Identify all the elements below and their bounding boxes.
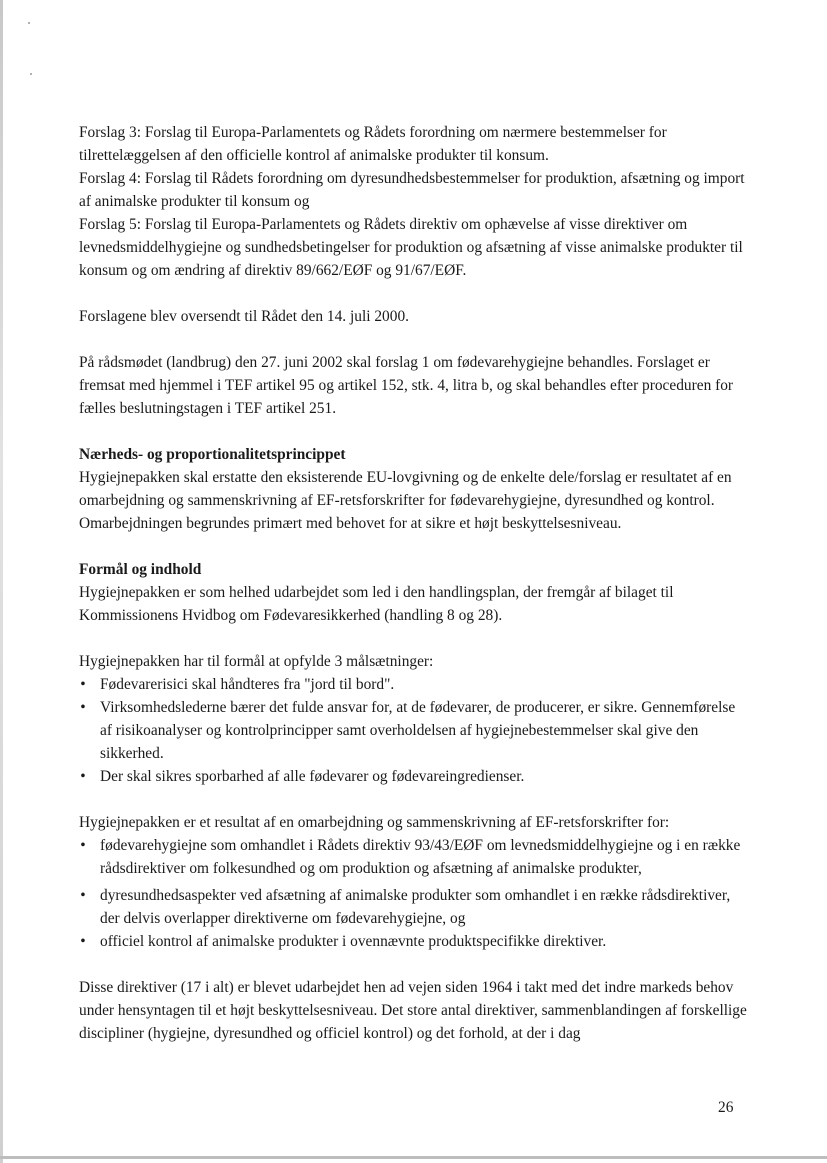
naerhed-heading: Nærheds- og proportionalitetsprincippet: [79, 446, 346, 463]
page-number: 26: [718, 1099, 734, 1116]
list-item: • Virksomhedslederne bærer det fulde ansvar for, at de fødevarer, de producerer, er sikre. Gennemførelse af risikoanalyser og kontrolprincipper samt overholdelsen af hygiejnebestemmelser skal give den sikkerhed.: [79, 696, 747, 765]
naerhed-section: [79, 443, 747, 535]
scan-speck: [28, 22, 30, 24]
formaal-section: [79, 558, 747, 1045]
bullet-icon: •: [80, 933, 86, 950]
result-list: [79, 834, 747, 953]
scan-edge-bottom: [0, 1156, 827, 1159]
goals-intro: Hygiejnepakken har til formål at opfylde 3 målsætninger:: [79, 653, 434, 670]
scan-speck: [30, 73, 32, 75]
proposal-list: [79, 121, 747, 282]
list-item: • fødevarehygiejne som omhandlet i Rådets direktiv 93/43/EØF om levnedsmiddelhygiejne og i en række rådsdirektiver om folkesundhed og om produktion og afsætning af animalske produkter,: [79, 834, 747, 880]
result-intro: Hygiejnepakken er et resultat af en omarbejdning og sammenskrivning af EF-retsforskrifter for:: [79, 814, 670, 831]
oversendt-paragraph: Forslagene blev oversendt til Rådet den 14. juli 2000.: [79, 308, 409, 325]
proposal-5: Forslag 5: Forslag til Europa-Parlamentets og Rådets direktiv om ophævelse af visse direktiver om levnedsmiddelhygiejne og sundhedsbetingelser for produktion og afsætning af visse animalske produkter til konsum og om ændring af direktiv 89/662/EØF og 91/67/EØF.: [79, 216, 743, 279]
proposal-3: Forslag 3: Forslag til Europa-Parlamentets og Rådets forordning om nærmere bestemmelser for tilrettelæggelsen af den officielle kontrol af animalske produkter til konsum.: [79, 124, 667, 164]
closing-paragraph: Disse direktiver (17 i alt) er blevet udarbejdet hen ad vejen siden 1964 i takt med det indre markeds behov under hensyntagen til et højt beskyttelsesniveau. Det store antal direktiver, sammenblandingen af forskellige discipliner (hygiejne, dyresundhed og officiel kontrol) og det forhold, at der i dag: [79, 979, 747, 1042]
list-item: • dyresundhedsaspekter ved afsætning af animalske produkter som omhandlet i en række rådsdirektiver, der delvis overlapper direktiverne om fødevarehygiejne, og: [79, 884, 747, 930]
list-item: • Der skal sikres sporbarhed af alle fødevarer og fødevareingredienser.: [79, 765, 747, 788]
raadsmoede-paragraph: På rådsmødet (landbrug) den 27. juni 2002 skal forslag 1 om fødevarehygiejne behandles. Forslaget er fremsat med hjemmel i TEF artikel 95 og artikel 152, stk. 4, litra b, og skal behandles efter proceduren for fælles beslutningstagen i TEF artikel 251.: [79, 354, 734, 417]
scan-edge-left: [0, 0, 3, 1163]
proposal-4: Forslag 4: Forslag til Rådets forordning om dyresundhedsbestemmelser for produktion, afsætning og import af animalske produkter til konsum og: [79, 170, 745, 210]
bullet-icon: •: [80, 699, 86, 716]
bullet-icon: •: [80, 837, 86, 854]
formaal-text: Hygiejnepakken er som helhed udarbejdet som led i den handlingsplan, der fremgår af bilaget til Kommissionens Hvidbog om Fødevaresikkerhed (handling 8 og 28).: [79, 584, 674, 624]
goals-list: [79, 673, 747, 788]
list-item: • officiel kontrol af animalske produkter i ovennævnte produktspecifikke direktiver.: [79, 930, 747, 953]
bullet-icon: •: [80, 676, 86, 693]
document-page: [79, 121, 747, 1045]
bullet-icon: •: [80, 887, 86, 904]
naerhed-text: Hygiejnepakken skal erstatte den eksisterende EU-lovgivning og de enkelte dele/forslag er resultatet af en omarbejdning og sammenskrivning af EF-retsforskrifter for fødevarehygiejne, dyresundhed og kontrol. Omarbejdningen begrundes primært med behovet for at sikre et højt beskyttelsesniveau.: [79, 469, 732, 532]
list-item: • Fødevarerisici skal håndteres fra "jord til bord".: [79, 673, 747, 696]
bullet-icon: •: [80, 768, 86, 785]
formaal-heading: Formål og indhold: [79, 561, 202, 578]
